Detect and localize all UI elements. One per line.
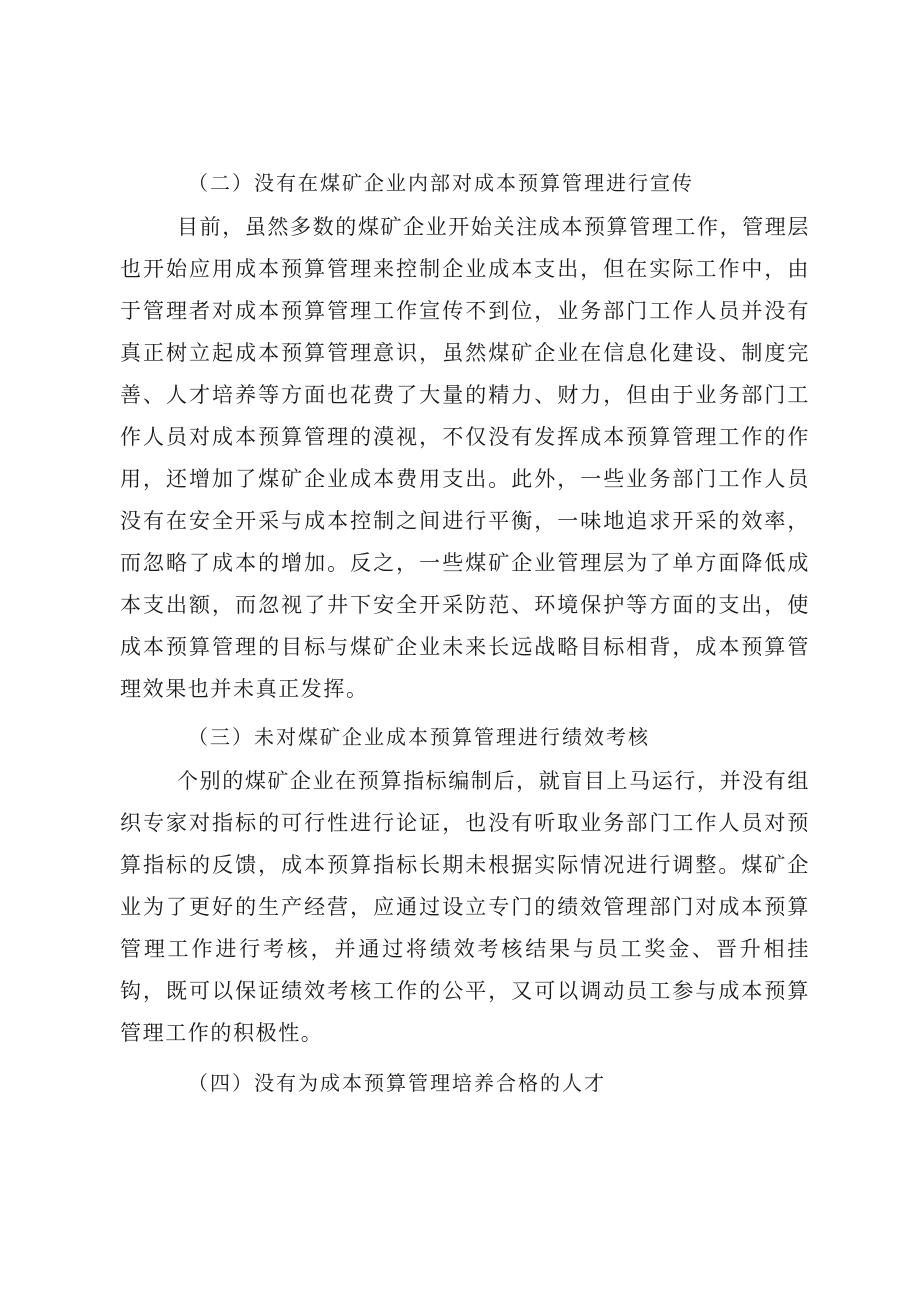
section-paragraph-2: 目前，虽然多数的煤矿企业开始关注成本预算管理工作，管理层也开始应用成本预算管理来控制企业成本支出，但在实际工作中，由于管理者对成本预算管理工作宣传不到位，业务部门工作人员并没有真正树立起成本预算管理意识，虽然煤矿企业在信息化建设、制度完善、人才培养等方面也花费了大量的精力、财力，但由于业务部门工作人员对成本预算管理的漠视，不仅没有发挥成本预算管理工作的作用，还增加了煤矿企业成本费用支出。此外，一些业务部门工作人员没有在安全开采与成本控制之间进行平衡，一味地追求开采的效率，而忽略了成本的增加。反之，一些煤矿企业管理层为了单方面降低成本支出额，而忽视了井下安全开采防范、环境保护等方面的支出，使成本预算管理的目标与煤矿企业未来长远战略目标相背，成本预算管理效果也并未真正发挥。 (120, 215, 810, 701)
document-body (120, 160, 810, 1106)
section-heading-2: （二）没有在煤矿企业内部对成本预算管理进行宣传 (188, 171, 694, 195)
section-paragraph-3: 个别的煤矿企业在预算指标编制后，就盲目上马运行，并没有组织专家对指标的可行性进行论证，也没有听取业务部门工作人员对预算指标的反馈，成本预算指标长期未根据实际情况进行调整。煤矿企业为了更好的生产经营，应通过设立专门的绩效管理部门对成本预算管理工作进行考核，并通过将绩效考核结果与员工奖金、晋升相挂钩，既可以保证绩效考核工作的公平，又可以调动员工参与成本预算管理工作的积极性。 (120, 769, 810, 1045)
section-heading-3: （三）未对煤矿企业成本预算管理进行绩效考核 (188, 725, 650, 749)
section-heading-4: （四）没有为成本预算管理培养合格的人才 (188, 1071, 606, 1095)
